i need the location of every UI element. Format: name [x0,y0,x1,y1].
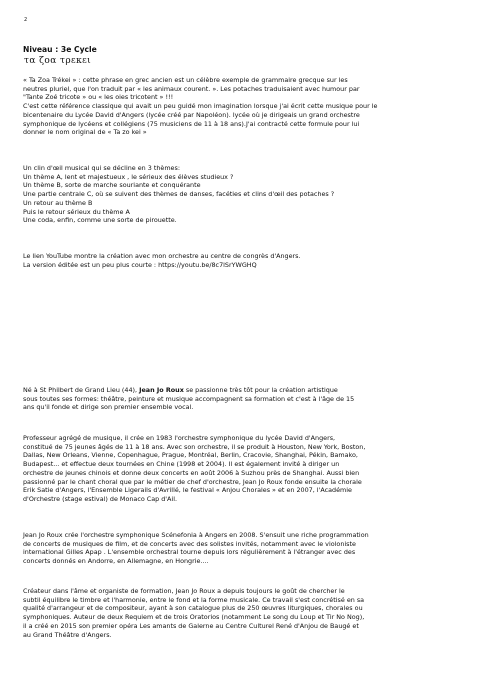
text-line: donner le nom original de « Ta zo kei » [23,128,147,137]
text-line [23,386,460,395]
text-segment: se passionne très tôt pour la création artistique [183,386,338,394]
text-line: ans qu'il fonde et dirige son premier ensemble vocal. [23,403,194,412]
text-line: sous toutes ses formes: théâtre, peinture et musique accompagnent sa formation et c'est à l'âge de 15 [23,394,355,403]
text-line: Le lien YouTube montre la création avec mon orchestre au centre de congrès d'Angers. [23,252,301,260]
intro-paragraph [23,76,460,137]
text-line: Budapest... et effectue deux tournées en Chine (1998 et 2004). Il est également invité à diriger un [23,460,340,469]
text-line: orchestre de jeunes chinois et donne deux concerts en août 2006 à Suzhou près de Shanghai. Aussi bien [23,468,360,477]
text-line: Dallas, New Orleans, Vienne, Copenhague, Prague, Montréal, Berlin, Cracovie, Shanghai, Pékin, Bamako, [23,451,358,460]
text-line: il a créé en 2015 son premier opéra Les amants de Galerne au Centre Culturel René d'Anjou de Baugé et [23,621,359,630]
text-line: C'est cette référence classique qui avait un peu guidé mon imagination lorsque j'ai écrit cette musique pour le [23,102,378,111]
themes-list [23,164,460,225]
greek-title: τα ζοα τρεκει [24,56,92,66]
bio-paragraph-2 [23,434,460,504]
text-line: subtil équilibre le timbre et l'harmonie, entre le fond et la forme musicale. Ce travail s'est concrétisé en sa [23,595,365,604]
text-line: au Grand Théâtre d'Angers. [23,630,112,639]
text-line: Jean Jo Roux crée l'orchestre symphonique Scénefonia à Angers en 2008. S'ensuit une riche programmation [23,531,369,539]
text-line: « Ta Zoa Trékei » : cette phrase en grec ancien est un célèbre exemple de grammaire grecque sur les [23,76,348,84]
list-item: Une coda, enfin, comme une sorte de pirouette. [23,216,177,225]
text-line: qualité d'arrangeur et de compositeur, ayant à son catalogue plus de 250 œuvres liturgiques, chorales ou [23,604,363,613]
text-line: international Gilles Apap . L'ensemble orchestral tourne depuis lors régulièrement à l'étranger avec des [23,548,356,557]
bio-paragraph-4 [23,587,460,639]
text-line: concerts donnés en Andorre, en Allemagne, en Hongrie.... [23,557,209,566]
youtube-note [23,252,460,269]
list-item: Un clin d'œil musical qui se décline en 3 thèmes: [23,164,180,172]
text-line: symphoniques. Auteur de deux Requiem et de trois Oratorios (notamment Le song du Loup et Tir No Nog), [23,613,365,622]
text-line: neutres pluriel, que l'on traduit par « les animaux courent. ». Les potaches traduisaient avec humour par [23,84,360,93]
list-item: Un thème A, lent et majestueux , le sérieux des élèves studieux ? [23,172,234,181]
bio-paragraph-1 [23,386,460,412]
text-segment: Né à St Philbert de Grand Lieu (44), [23,386,140,394]
author-name: Jean Jo Roux [139,386,184,394]
text-line: d'Orchestre (stage estival) de Monaco Cap d'Ail. [23,494,178,503]
text-line: Professeur agrégé de musique, il crée en 1983 l'orchestre symphonique du lycée David d'Angers, [23,434,336,442]
text-line: Erik Satie d'Angers, l'Ensemble Ligerails d'Avrillé, le festival « Anjou Chorales » et en 2007, l'Académie [23,486,352,495]
text-line: symphonique de lycéens et collégiens (75 musiciens de 11 à 18 ans).J'ai contracté cette formule pour lui [23,119,360,128]
level-heading: Niveau : 3e Cycle [23,45,97,54]
list-item: Un retour au thème B [23,198,93,207]
bio-paragraph-3 [23,531,460,566]
page-number: 2 [24,17,28,23]
text-line: bicentenaire du Lycée David d'Angers (lycée créé par Napoléon). lycée où je dirigeais un grand orchestre [23,110,360,119]
text-line: "Tante Zoé tricote » ou « les oies tricotent » !!! [23,93,174,102]
list-item: Une partie centrale C, où se suivent des thèmes de danses, facéties et clins d'œil des potaches ? [23,190,335,199]
text-line: de concerts de musiques de film, et de concerts avec des solistes invités, notamment avec le violoniste [23,539,356,548]
text-line: constitué de 75 jeunes âgés de 11 à 18 ans. Avec son orchestre, il se produit à Houston, New York, Boston, [23,442,366,451]
text-line: passionné par le chant choral que par le métier de chef d'orchestre, Jean Jo Roux fonde ensuite la chorale [23,477,362,486]
text-line: Créateur dans l'âme et organiste de formation, Jean Jo Roux a depuis toujours le goût de chercher le [23,587,345,595]
youtube-link[interactable]: La version éditée est un peu plus courte : https://youtu.be/8c7lSrYWGHQ [23,260,257,269]
list-item: Un thème B, sorte de marche souriante et conquérante [23,181,201,190]
list-item: Puis le retour sérieux du thème A [23,207,130,216]
